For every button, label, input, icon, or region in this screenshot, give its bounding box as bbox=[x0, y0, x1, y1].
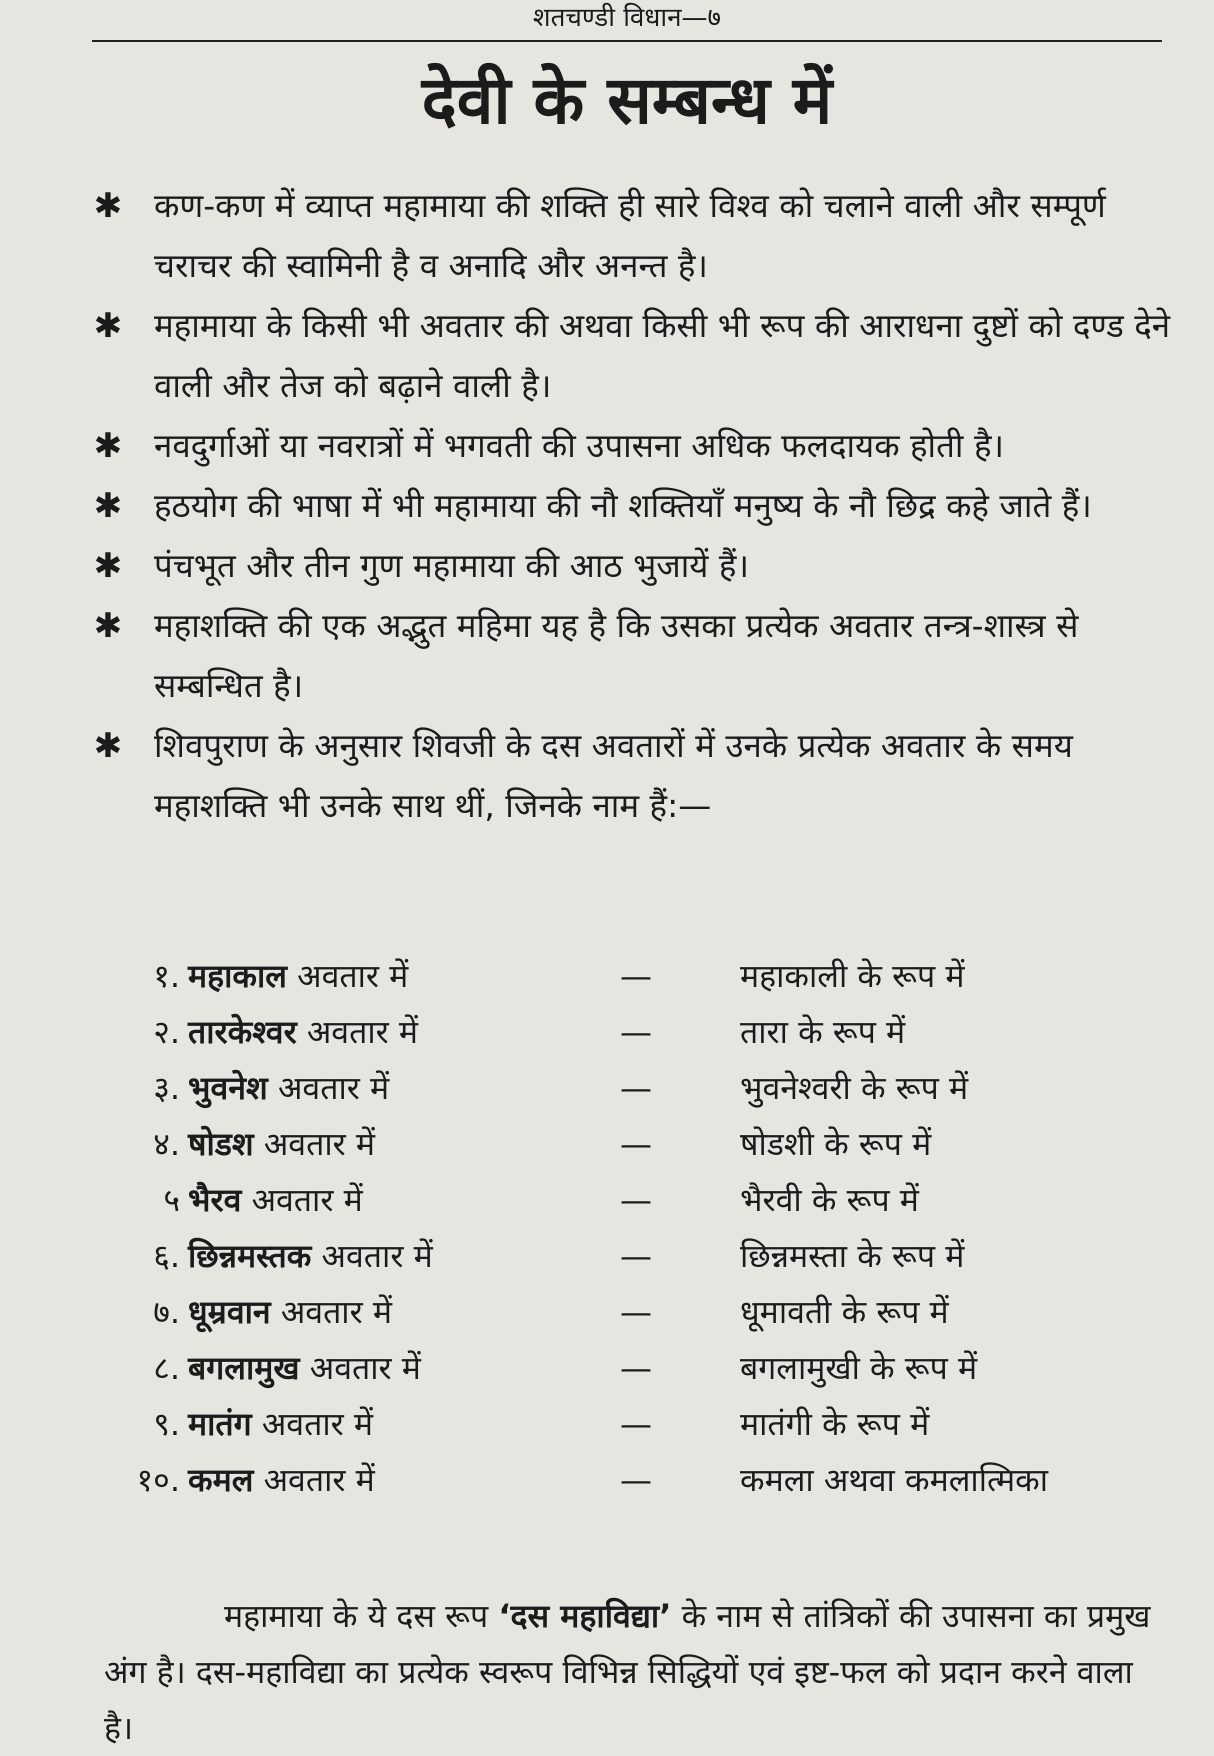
avatar-name: कमल bbox=[188, 1461, 254, 1499]
bullet-text: कण-कण में व्याप्त महामाया की शक्ति ही सारे विश्व को चलाने वाली और सम्पूर्ण चराचर की स्वामिनी है व अनादि और अनन्त है। bbox=[154, 186, 1106, 285]
avatar-name: धूम्रवान bbox=[188, 1293, 271, 1331]
avatar-dash: — bbox=[620, 1181, 652, 1219]
avatar-name: मातंग bbox=[188, 1405, 252, 1443]
avatar-name: षोडश bbox=[188, 1125, 254, 1163]
avatar-suffix: अवतार में bbox=[263, 1125, 376, 1163]
avatar-dash: — bbox=[620, 1125, 652, 1163]
bullet-list bbox=[86, 176, 1176, 836]
bullet-item bbox=[86, 176, 1176, 296]
avatar-dash: — bbox=[620, 1293, 652, 1331]
avatar-suffix: अवतार में bbox=[263, 1461, 375, 1499]
avatar-row bbox=[130, 1060, 1180, 1116]
bullet-item bbox=[86, 296, 1176, 416]
avatar-name-cell bbox=[188, 948, 408, 1004]
shakti-form: भुवनेश्वरी के रूप में bbox=[740, 1069, 969, 1107]
avatar-number: ९. bbox=[153, 1405, 180, 1443]
closing-paragraph bbox=[104, 1588, 1164, 1756]
avatar-dash: — bbox=[620, 1405, 652, 1443]
header-rule bbox=[92, 40, 1162, 42]
avatar-suffix: अवतार में bbox=[251, 1181, 363, 1219]
avatar-number: ८. bbox=[153, 1349, 180, 1387]
bullet-text: शिवपुराण के अनुसार शिवजी के दस अवतारों में उनके प्रत्येक अवतार के समय महाशक्ति भी उनके साथ थीं, जिनके नाम हैं:— bbox=[154, 726, 1073, 825]
running-head: शतचण्डी विधान—७ bbox=[532, 3, 722, 33]
avatar-number: ६. bbox=[153, 1237, 180, 1275]
avatar-name-cell bbox=[188, 1172, 363, 1228]
avatar-name-cell bbox=[188, 1452, 375, 1508]
bullet-item bbox=[86, 716, 1176, 836]
bullet-text: महामाया के किसी भी अवतार की अथवा किसी भी रूप की आराधना दुष्टों को दण्ड देने वाली और तेज को बढ़ाने वाली है। bbox=[154, 306, 1171, 405]
avatar-name: छिन्नमस्तक bbox=[188, 1237, 312, 1275]
avatar-name-cell bbox=[188, 1004, 418, 1060]
avatar-name: बगलामुख bbox=[188, 1349, 300, 1387]
avatar-suffix: अवतार में bbox=[297, 957, 409, 995]
avatar-name-cell bbox=[188, 1396, 373, 1452]
avatar-row bbox=[130, 1396, 1180, 1452]
avatar-row bbox=[130, 1116, 1180, 1172]
avatar-number: ७. bbox=[153, 1293, 180, 1331]
avatar-row bbox=[130, 1452, 1180, 1508]
avatar-name-cell bbox=[188, 1060, 389, 1116]
avatar-name: भैरव bbox=[188, 1181, 242, 1219]
avatar-name-cell bbox=[188, 1116, 375, 1172]
avatar-list bbox=[130, 948, 1180, 1508]
bullet-text: हठयोग की भाषा में भी महामाया की नौ शक्तियाँ मनुष्य के नौ छिद्र कहे जाते हैं। bbox=[154, 486, 1092, 525]
shakti-form: षोडशी के रूप में bbox=[740, 1125, 932, 1163]
shakti-form: बगलामुखी के रूप में bbox=[740, 1349, 978, 1387]
avatar-row bbox=[130, 948, 1180, 1004]
avatar-suffix: अवतार में bbox=[309, 1349, 421, 1387]
avatar-number: २. bbox=[153, 1013, 180, 1051]
avatar-dash: — bbox=[620, 1069, 652, 1107]
avatar-name: भुवनेश bbox=[188, 1069, 268, 1107]
closing-text-after: के नाम से तांत्रिकों की उपासना का प्रमुख अंग है। दस-महाविद्या का प्रत्येक स्वरूप विभिन्न सिद्धियों एवं इष्ट-फल को प्रदान करने वाला है। bbox=[104, 1597, 1151, 1747]
bullet-item bbox=[86, 536, 1176, 596]
page-title: देवी के सम्बन्ध में bbox=[421, 62, 833, 139]
shakti-form: कमला अथवा कमलात्मिका bbox=[740, 1461, 1048, 1499]
shakti-form: मातंगी के रूप में bbox=[740, 1405, 930, 1443]
shakti-form: महाकाली के रूप में bbox=[740, 957, 965, 995]
avatar-dash: — bbox=[620, 957, 652, 995]
bullet-text: नवदुर्गाओं या नवरात्रों में भगवती की उपासना अधिक फलदायक होती है। bbox=[154, 426, 1004, 465]
shakti-form: छिन्नमस्ता के रूप में bbox=[740, 1237, 965, 1275]
asterisk-star-icon: ✱ bbox=[93, 426, 123, 466]
closing-text-before: महामाया के ये दस रूप bbox=[224, 1597, 499, 1635]
avatar-row bbox=[130, 1284, 1180, 1340]
avatar-name-cell bbox=[188, 1228, 433, 1284]
asterisk-star-icon: ✱ bbox=[93, 606, 123, 646]
avatar-dash: — bbox=[620, 1237, 652, 1275]
avatar-number: ५ bbox=[163, 1181, 180, 1219]
das-mahavidya-term: ‘दस महाविद्या’ bbox=[498, 1597, 672, 1635]
asterisk-star-icon: ✱ bbox=[93, 726, 123, 766]
avatar-row bbox=[130, 1228, 1180, 1284]
avatar-name: महाकाल bbox=[188, 957, 287, 995]
bullet-item bbox=[86, 596, 1176, 716]
shakti-form: तारा के रूप में bbox=[740, 1013, 906, 1051]
shakti-form: भैरवी के रूप में bbox=[740, 1181, 919, 1219]
avatar-name: तारकेश्वर bbox=[188, 1013, 297, 1051]
bullet-text: पंचभूत और तीन गुण महामाया की आठ भुजायें हैं। bbox=[154, 546, 749, 585]
avatar-row bbox=[130, 1172, 1180, 1228]
avatar-suffix: अवतार में bbox=[280, 1293, 392, 1331]
avatar-dash: — bbox=[620, 1349, 652, 1387]
avatar-suffix: अवतार में bbox=[321, 1237, 433, 1275]
avatar-suffix: अवतार में bbox=[306, 1013, 419, 1051]
avatar-row bbox=[130, 1004, 1180, 1060]
avatar-dash: — bbox=[620, 1461, 652, 1499]
bullet-text: महाशक्ति की एक अद्भुत महिमा यह है कि उसका प्रत्येक अवतार तन्त्र-शास्त्र से सम्बन्धित है। bbox=[154, 606, 1079, 705]
avatar-number: ४. bbox=[153, 1125, 180, 1163]
bullet-item bbox=[86, 416, 1176, 476]
avatar-suffix: अवतार में bbox=[261, 1405, 374, 1443]
shakti-form: धूमावती के रूप में bbox=[740, 1293, 949, 1331]
avatar-name-cell bbox=[188, 1284, 392, 1340]
avatar-number: १. bbox=[153, 957, 180, 995]
avatar-number: ३. bbox=[153, 1069, 180, 1107]
bullet-item bbox=[86, 476, 1176, 536]
avatar-dash: — bbox=[620, 1013, 652, 1051]
asterisk-star-icon: ✱ bbox=[93, 306, 123, 346]
asterisk-star-icon: ✱ bbox=[93, 186, 123, 226]
avatar-name-cell bbox=[188, 1340, 421, 1396]
avatar-number: १०. bbox=[136, 1461, 180, 1499]
asterisk-star-icon: ✱ bbox=[93, 486, 123, 526]
avatar-suffix: अवतार में bbox=[277, 1069, 390, 1107]
avatar-row bbox=[130, 1340, 1180, 1396]
asterisk-star-icon: ✱ bbox=[93, 546, 123, 586]
